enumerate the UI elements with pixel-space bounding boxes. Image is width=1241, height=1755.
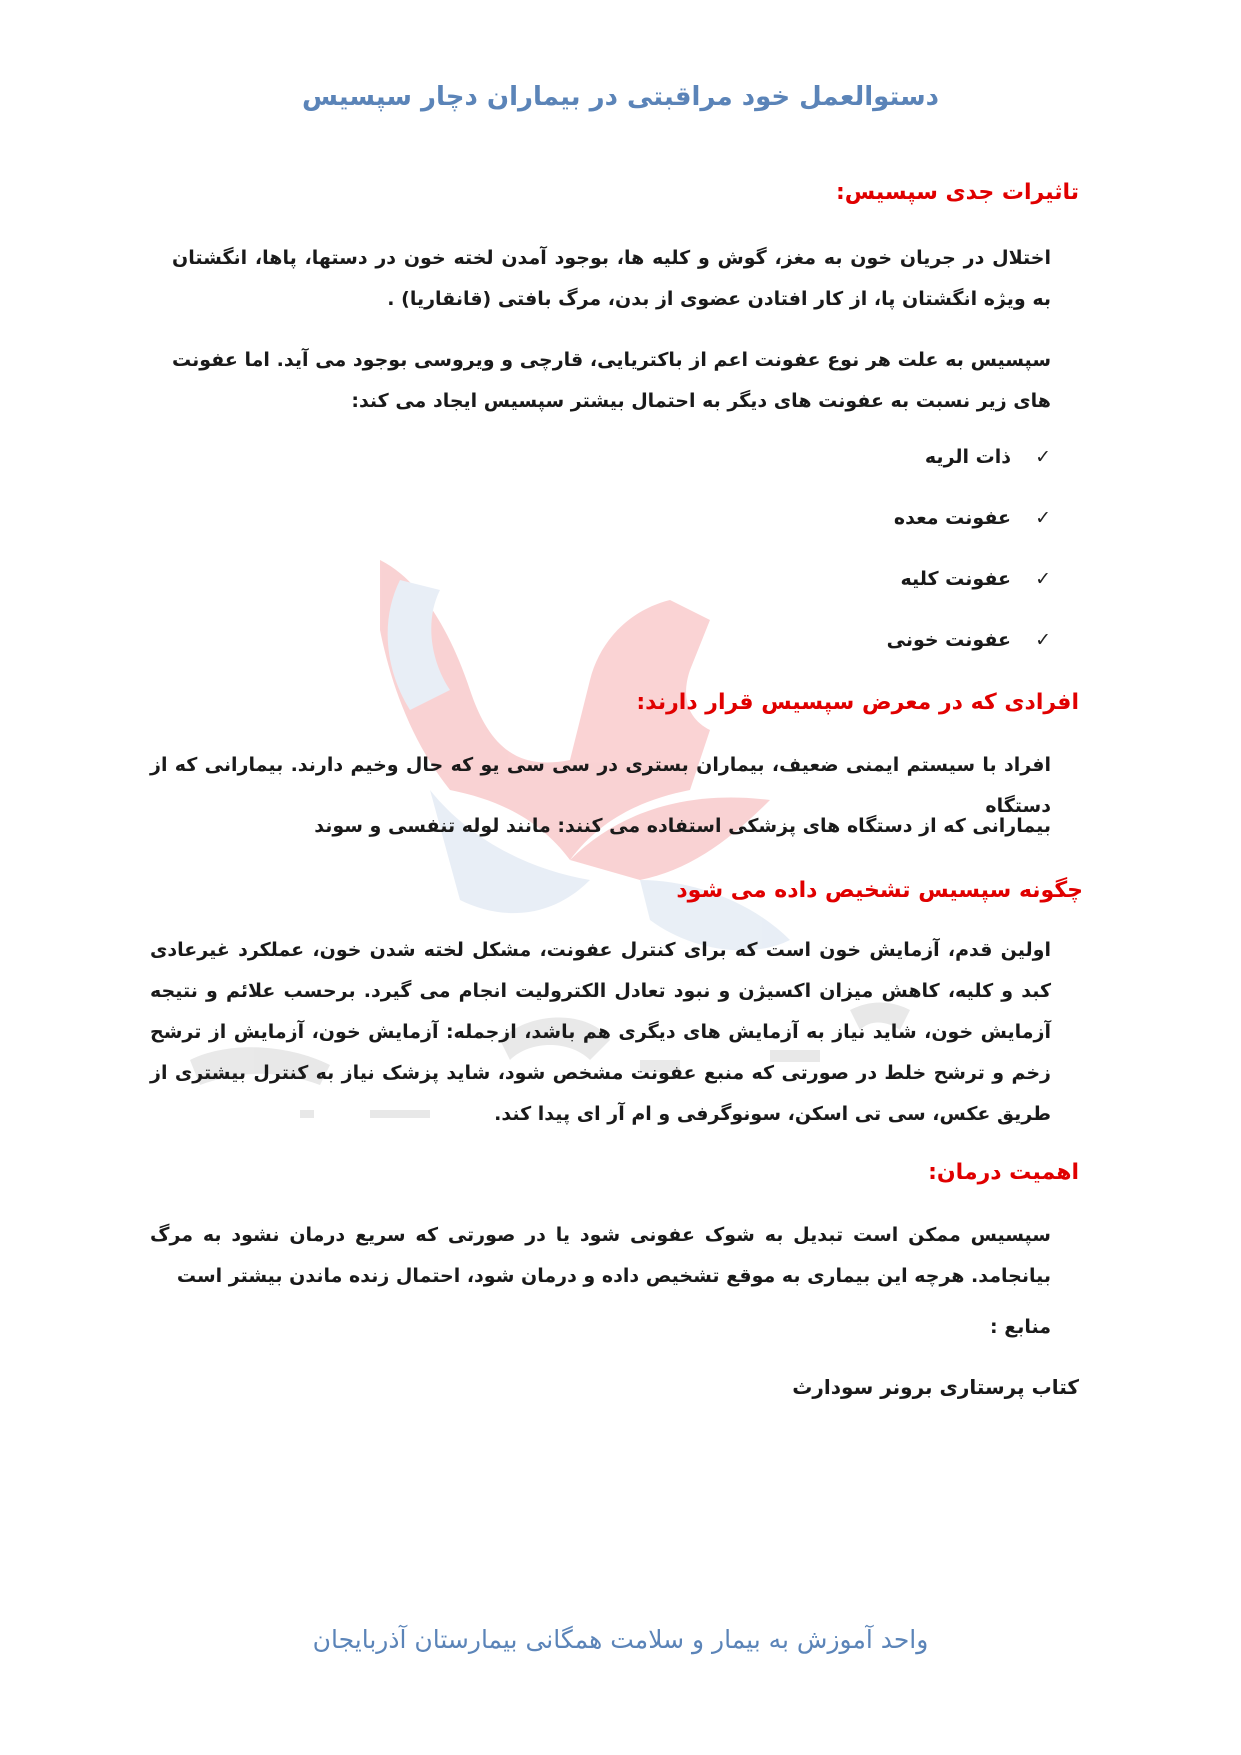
list-item-label: عفونت معده [893,507,1011,529]
list-item-label: ذات الریه [924,446,1011,468]
check-icon: ✓ [1035,568,1051,590]
list-item [887,564,1051,625]
sources-label: منابع : [990,1316,1051,1338]
check-icon: ✓ [1035,629,1051,651]
document-title: دستوالعمل خود مراقبتی در بیماران دچار سپسیس [301,82,939,112]
list-item [887,503,1051,564]
check-icon: ✓ [1035,446,1051,468]
heading-treatment-importance: اهمیت درمان: [928,1160,1079,1185]
list-item-label: عفونت خونی [886,629,1011,651]
infection-list [887,442,1051,686]
diagnosis-paragraph: اولین قدم، آزمایش خون است که برای کنترل عفونت، مشکل لخته شدن خون، عملکرد غیرعادی کبد و کلیه، کاهش میزان اکسیژن و نبود تعادل الکترولیت انجام می گیرد. برحسب علائم و نتیجه آزمایش خون، شاید نیاز به آزمایش های دیگری هم باشد، ازجمله: آزمایش خون، آزمایش از ترشح زخم و ترشح خلط در صورتی که منبع عفونت مشخص شود، شاید پزشک نیاز به کنترل بیشتری از طریق عکس، سی تی اسکن، سونوگرفی و ام آر ای پیدا کند. [150,939,1051,1125]
list-item [887,625,1051,686]
list-item-label: عفونت کلیه [900,568,1011,590]
list-item [887,442,1051,503]
heading-diagnosis: چگونه سپسیس تشخیص داده می شود [676,878,1083,903]
infection-causes-paragraph: سپسیس به علت هر نوع عفونت اعم از باکتریایی، قارچی و ویروسی بوجود می آید. اما عفونت های زیر نسبت به عفونت های دیگر به احتمال بیشتر سپسیس ایجاد می کند: [172,349,1051,412]
check-icon: ✓ [1035,507,1051,529]
footer-text: واحد آموزش به بیمار و سلامت همگانی بیمارستان آذربایجان [312,1625,929,1654]
source-item: کتاب پرستاری برونر سودارث [792,1375,1079,1399]
effects-paragraph: اختلال در جریان خون به مغز، گوش و کلیه ها، بوجود آمدن لخته خون در دستها، پاها، انگشتان به ویژه انگشتان پا، از کار افتادن عضوی از بدن، مرگ بافتی (قانقاریا) . [172,247,1051,310]
medical-devices-paragraph: بیمارانی که از دستگاه های پزشکی استفاده می کنند: مانند لوله تنفسی و سوند [314,815,1051,837]
treatment-paragraph: سپسیس ممکن است تبدیل به شوک عفونی شود یا در صورتی که سریع درمان نشود به مرگ بیانجامد. هرچه این بیماری به موقع تشخیص داده و درمان شود، احتمال زنده ماندن بیشتر است [150,1224,1051,1287]
at-risk-paragraph: افراد با سیستم ایمنی ضعیف، بیماران بستری در سی سی یو که حال وخیم دارند. بیمارانی که از دستگاه [150,754,1051,817]
heading-serious-effects: تاثیرات جدی سپسیس: [835,180,1079,205]
heading-at-risk: افرادی که در معرض سپسیس قرار دارند: [636,690,1079,715]
